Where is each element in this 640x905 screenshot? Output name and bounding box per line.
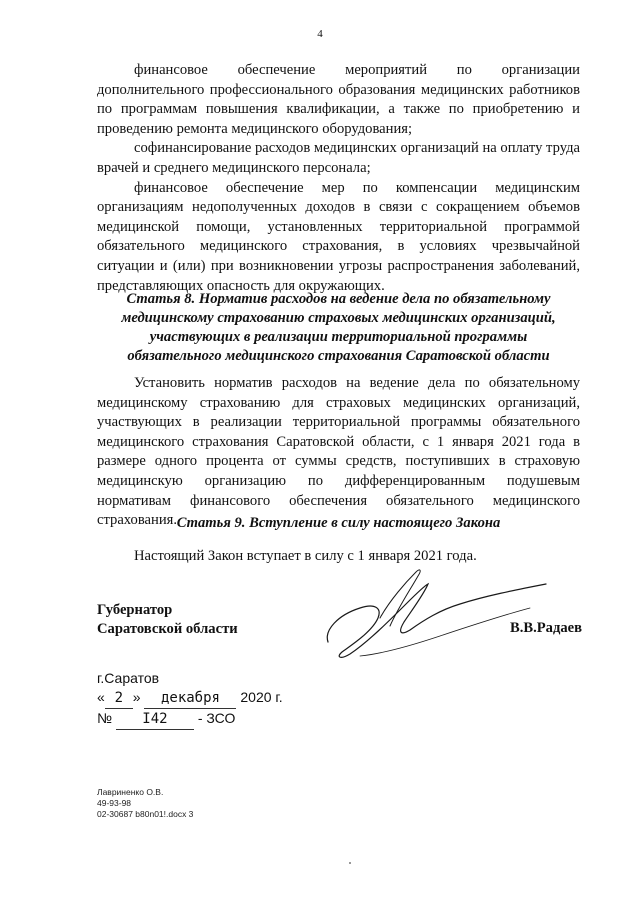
- article-8-body: [97, 374, 580, 531]
- quote-open: «: [97, 689, 105, 705]
- number-prefix: №: [97, 710, 113, 726]
- handwritten-signature: [320, 560, 550, 670]
- executor-phone: 49-93-98: [97, 798, 132, 808]
- article-8-text: Установить норматив расходов на ведение дела по обязательному медицинскому страхованию для страховых медицинских организаций, участвующих в реализации территориальной программы обязательного медицинского страхования Саратовской области, с 1 января 2021 года в размере одного процента от суммы средств, поступивших в страховую медицинскую организацию по дифференцированным подушевым нормативам финансового обеспечения обязательного медицинского страхования.: [97, 375, 580, 529]
- quote-close: »: [132, 689, 141, 705]
- paragraph-compensation: финансовое обеспечение мер по компенсации медицинским организациям недополученных доходов в связи с сокращением объемов медицинской помощи, установленных территориальной программой обязательного медицинского страхования, в условиях чрезвычайной ситуации и (или) при возникновении угрозы распространения заболеваний, представляющих опасность для окружающих.: [97, 179, 580, 294]
- paragraph-training-funding: финансовое обеспечение мероприятий по организации дополнительного профессионального образования медицинских работников по программам повышения квалификации, а также по приобретению и проведению ремонта медицинского оборудования;: [97, 62, 580, 137]
- date-month: декабря: [144, 689, 236, 709]
- article-9-heading: Статья 9. Вступление в силу настоящего Закона: [176, 515, 501, 531]
- place-date-number: [97, 669, 283, 730]
- signatory-title-line1: Губернатор: [97, 602, 173, 618]
- signatory-title-line2: Саратовской области: [97, 621, 238, 637]
- article-9-text: Настоящий Закон вступает в силу с 1 января 2021 года.: [134, 548, 477, 564]
- date-year: 2020 г.: [240, 689, 283, 705]
- top-paragraphs: [97, 61, 580, 296]
- document-file-ref: 02-30687 b80n01!.docx 3: [97, 809, 194, 819]
- article-8-heading-line: участвующих в реализации территориальной программы: [149, 329, 528, 345]
- number-suffix: - ЗСО: [197, 710, 236, 726]
- signatory-name: В.В.Радаев: [509, 620, 582, 636]
- executor-footer: [97, 787, 193, 820]
- page-number: 4: [317, 28, 323, 40]
- date-line: [97, 688, 283, 709]
- city: г.Саратов: [97, 670, 160, 686]
- article-8-heading-line: Статья 8. Норматив расходов на ведение дела по обязательному: [126, 291, 551, 307]
- article-8-heading-line: медицинскому страхованию страховых медицинских организаций,: [121, 310, 556, 326]
- signatory-title: [97, 601, 238, 639]
- law-number: I42: [116, 710, 194, 730]
- paragraph-cofinancing: софинансирование расходов медицинских организаций на оплату труда врачей и среднего медицинского персонала;: [97, 140, 580, 176]
- number-line: [97, 709, 283, 730]
- scan-speck: [349, 862, 351, 864]
- date-day: 2: [105, 689, 133, 709]
- executor-name: Лавриненко О.В.: [97, 787, 164, 797]
- article-8-heading: [97, 290, 580, 366]
- article-8-heading-line: обязательного медицинского страхования Саратовской области: [127, 348, 550, 364]
